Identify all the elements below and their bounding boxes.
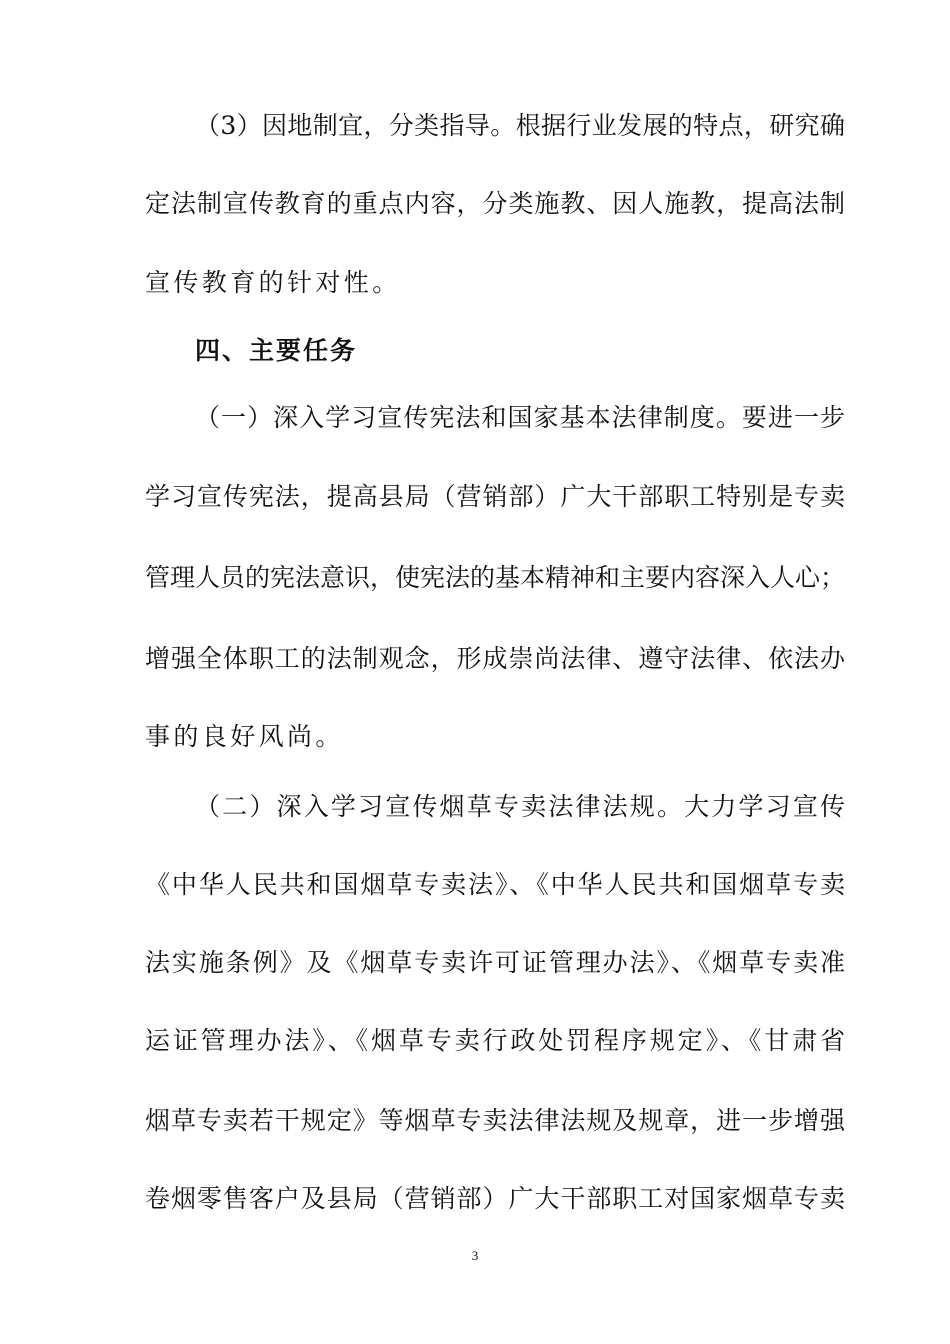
task-1-line-4: 增强全体职工的法制观念，形成崇尚法律、遵守法律、依法办	[145, 644, 845, 673]
page-number: 3	[471, 1248, 479, 1263]
paragraph-3-line-1: （3）因地制宜，分类指导。根据行业发展的特点，研究确	[195, 111, 845, 140]
task-2-line-6: 卷烟零售客户及县局（营销部）广大干部职工对国家烟草专卖	[145, 1184, 845, 1213]
task-2-line-2: 《中华人民共和国烟草专卖法》、《中华人民共和国烟草专卖	[145, 870, 845, 899]
task-2-line-3: 法实施条例》及《烟草专卖许可证管理办法》、《烟草专卖准	[145, 948, 845, 977]
paragraph-3-line-3: 宣传教育的针对性。	[145, 268, 401, 297]
task-1-line-3: 管理人员的宪法意识，使宪法的基本精神和主要内容深入人心；	[145, 563, 846, 592]
task-1-line-5: 事的良好风尚。	[145, 722, 344, 751]
paragraph-3-line-2: 定法制宣传教育的重点内容，分类施教、因人施教，提高法制	[145, 189, 845, 218]
task-2-line-4: 运证管理办法》、《烟草专卖行政处罚程序规定》、《甘肃省	[145, 1026, 845, 1055]
task-1-line-2: 学习宣传宪法，提高县局（营销部）广大干部职工特别是专卖	[145, 482, 845, 511]
task-2-line-5: 烟草专卖若干规定》等烟草专卖法律法规及规章，进一步增强	[145, 1106, 845, 1135]
section-heading: 四、主要任务	[195, 336, 358, 365]
task-1-line-1: （一）深入学习宣传宪法和国家基本法律制度。要进一步	[195, 403, 845, 432]
task-2-line-1: （二）深入学习宣传烟草专卖法律法规。大力学习宣传	[195, 792, 845, 821]
